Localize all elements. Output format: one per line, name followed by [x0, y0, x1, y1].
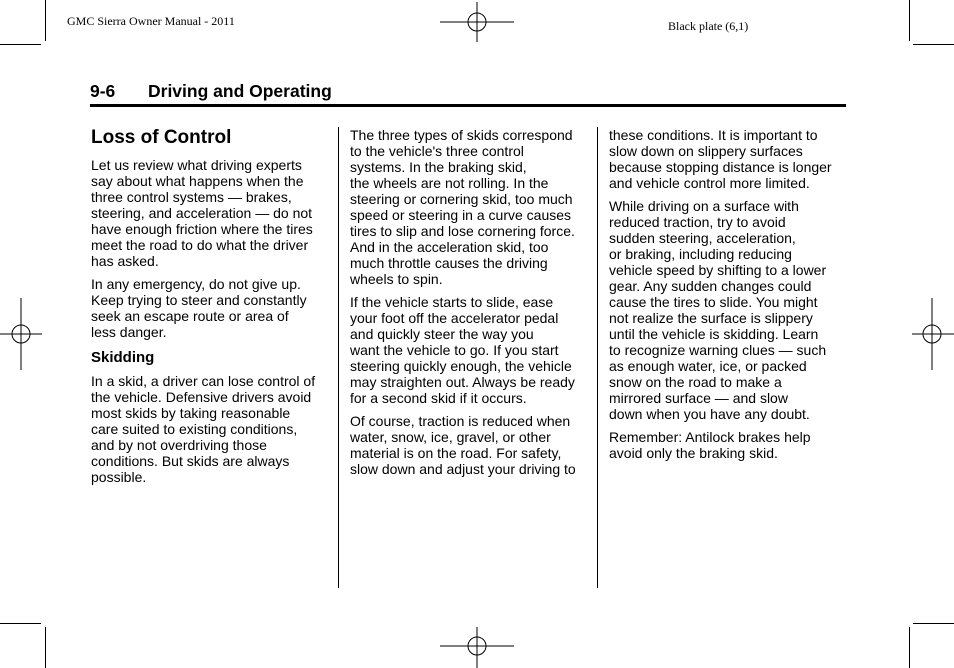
- paragraph: In a skid, a driver can lose control of the vehicle. Defensive drivers avoid most skids by taking reasonable care suited to existing conditions, and by not overdriving those conditions. But skids are always possible.: [91, 373, 316, 485]
- crop-mark: [913, 44, 954, 45]
- crop-mark: [0, 44, 41, 45]
- crop-mark: [909, 0, 910, 41]
- column-divider: [597, 127, 598, 588]
- registration-mark-icon: [912, 298, 954, 370]
- section-number: 9-6: [90, 81, 116, 101]
- crop-mark: [45, 0, 46, 41]
- crop-mark: [909, 627, 910, 668]
- text-column-2: [350, 127, 590, 484]
- crop-mark: [913, 623, 954, 624]
- text-column-1: [91, 127, 329, 492]
- paragraph: these conditions. It is important to slow down on slippery surfaces because stopping distance is longer and vehicle control more limited.: [609, 127, 832, 191]
- paragraph: Of course, traction is reduced when water, snow, ice, gravel, or other material is on the road. For safety, slow down and adjust your driving to: [350, 413, 576, 477]
- paragraph: In any emergency, do not give up. Keep trying to steer and constantly seek an escape route or area of less danger.: [91, 276, 307, 340]
- text-column-3: [609, 127, 849, 468]
- paragraph: Remember: Antilock brakes help avoid only the braking skid.: [609, 429, 811, 461]
- paragraph: Let us review what driving experts say about what happens when the three control systems — brakes, steering, and acceleration — do not have enough friction where the tires meet the road to do what the driver has asked.: [91, 157, 313, 269]
- subheading-skidding: Skidding: [91, 349, 155, 366]
- registration-mark-icon: [440, 2, 514, 42]
- crop-mark: [45, 627, 46, 668]
- section-header: [90, 80, 846, 107]
- paragraph: The three types of skids correspond to the vehicle's three control systems. In the braking skid, the wheels are not rolling. In the steering or cornering skid, too much speed or steering in a curve causes tires to slip and lose cornering force. And in the acceleration skid, too much throttle causes the driving wheels to spin.: [350, 127, 575, 287]
- paragraph: While driving on a surface with reduced traction, try to avoid sudden steering, acceleration, or braking, including reducing vehicle speed by shifting to a lower gear. Any sudden changes could cause the tires to slide. You might not realize the surface is slippery until the vehicle is skidding. Learn to recognize warning clues — such as enough water, ice, or packed snow on the road to make a mirrored surface — and slow down when you have any doubt.: [609, 198, 827, 422]
- page-title: Loss of Control: [91, 127, 232, 148]
- plate-right-label: Black plate (6,1): [668, 19, 749, 33]
- registration-mark-icon: [440, 627, 514, 668]
- column-divider: [338, 127, 339, 588]
- plate-left-label: GMC Sierra Owner Manual - 2011: [67, 14, 235, 28]
- crop-mark: [0, 623, 41, 624]
- registration-mark-icon: [0, 298, 42, 370]
- paragraph: If the vehicle starts to slide, ease your foot off the accelerator pedal and quickly steer the way you want the vehicle to go. If you start steering quickly enough, the vehicle may straighten out. Always be ready for a second skid if it occurs.: [350, 294, 575, 406]
- section-title: Driving and Operating: [148, 81, 332, 101]
